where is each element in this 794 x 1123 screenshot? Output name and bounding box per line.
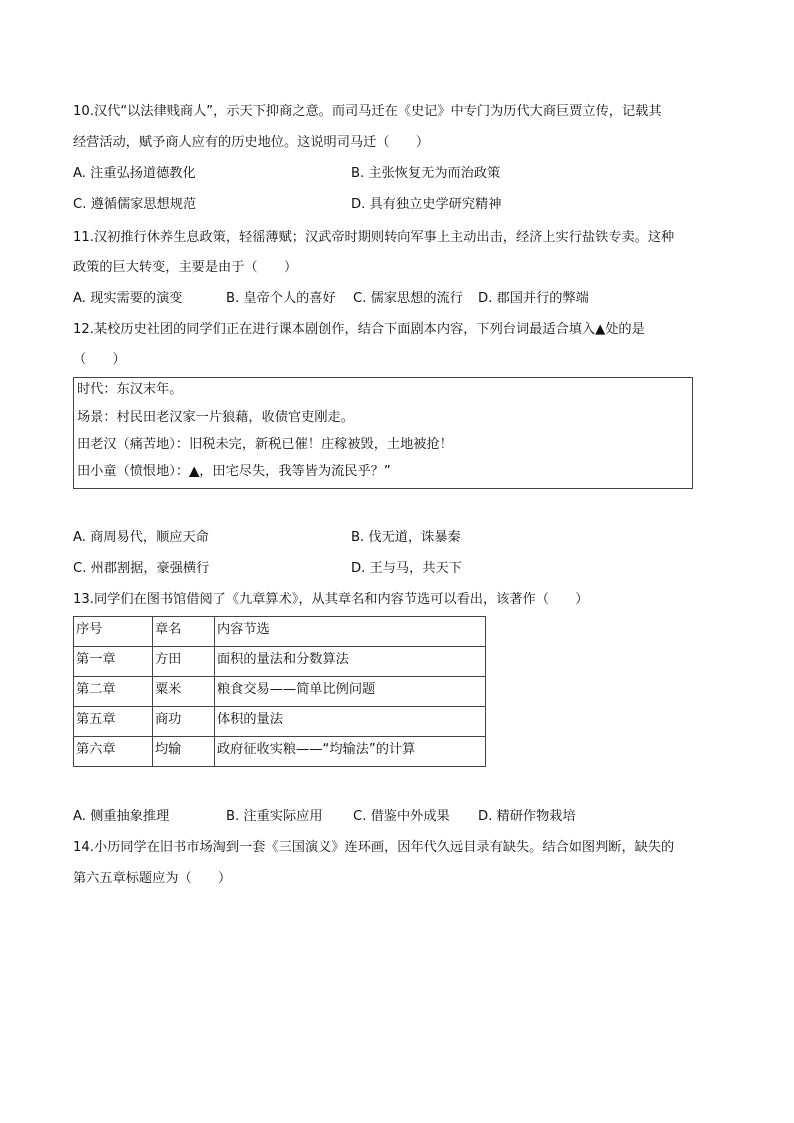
table-cell: 方田: [153, 647, 215, 677]
table-cell: 第六章: [74, 737, 153, 767]
table-header-cell: 序号: [74, 617, 153, 647]
table-cell: 粟米: [153, 677, 215, 707]
q12-option-d[interactable]: D. 王与马，共天下: [351, 561, 462, 576]
table-row: [74, 677, 486, 707]
q13-option-a[interactable]: A. 侧重抽象推理: [73, 809, 170, 824]
q12-stem-line1: 12.某校历史社团的同学们正在进行课本剧创作，结合下面剧本内容，下列台词最适合填入▲处的是: [73, 322, 645, 337]
q10-stem-line2: 经营活动，赋予商人应有的历史地位。这说明司马迁（ ）: [73, 135, 430, 150]
q14-stem-line1: 14.小历同学在旧书市场淘到一套《三国演义》连环画，因年代久远目录有缺失。结合如图判断，缺失的: [73, 840, 675, 855]
q14-stem-line2: 第六五章标题应为（ ）: [73, 871, 232, 886]
q11-option-d[interactable]: D. 郡国并行的弊端: [478, 291, 589, 306]
script-scene: 场景：村民田老汉家一片狼藉，收债官吏刚走。: [77, 410, 354, 425]
table-cell: 粮食交易——简单比例问题: [215, 677, 486, 707]
script-era: 时代：东汉末年。: [77, 382, 183, 397]
table-cell: 第二章: [74, 677, 153, 707]
table-cell: 均输: [153, 737, 215, 767]
table-cell: 政府征收实粮——“均输法”的计算: [215, 737, 486, 767]
script-line-child-speaker: 田小童（愤恨地）：: [77, 464, 190, 479]
q13-option-b[interactable]: B. 注重实际应用: [226, 809, 323, 824]
q10-option-c[interactable]: C. 遵循儒家思想规范: [73, 197, 197, 212]
table-cell: 第五章: [74, 707, 153, 737]
table-cell: 第一章: [74, 647, 153, 677]
table-header-row: [74, 617, 486, 647]
table-row: [74, 647, 486, 677]
script-line-old-man: 田老汉（痛苦地）：旧税未完，新税已催！庄稼被毁，土地被抢！: [77, 437, 453, 452]
q13-option-d[interactable]: D. 精研作物栽培: [478, 809, 576, 824]
table-header-cell: 章名: [153, 617, 215, 647]
script-line-child-text: ，田宅尽失，我等皆为流民乎？”: [199, 464, 391, 479]
q11-option-b[interactable]: B. 皇帝个人的喜好: [226, 291, 336, 306]
script-box: [73, 377, 693, 489]
table-row: [74, 737, 486, 767]
q12-option-a[interactable]: A. 商周易代，顺应天命: [73, 530, 209, 545]
q11-option-c[interactable]: C. 儒家思想的流行: [353, 291, 463, 306]
q12-stem-line2: （ ）: [73, 352, 126, 367]
q13-stem-line1: 13.同学们在图书馆借阅了《九章算术》，从其章名和内容节选可以看出，该著作（ ）: [73, 592, 589, 607]
q10-option-a[interactable]: A. 注重弘扬道德教化: [73, 166, 196, 181]
table-row: [74, 707, 486, 737]
q12-option-c[interactable]: C. 州郡割据，豪强横行: [73, 561, 210, 576]
table-header-cell: 内容节选: [215, 617, 486, 647]
q11-stem-line1: 11.汉初推行休养生息政策，轻徭薄赋；汉武帝时期则转向军事上主动出击，经济上实行盐铁专卖。这种: [73, 230, 675, 245]
q10-option-b[interactable]: B. 主张恢复无为而治政策: [351, 166, 501, 181]
q11-stem-line2: 政策的巨大转变，主要是由于（ ）: [73, 260, 298, 275]
q10-stem-line1: 10.汉代“以法律贱商人”，示天下抑商之意。而司马迁在《史记》中专门为历代大商巨贾立传，记载其: [73, 104, 662, 119]
table-cell: 商功: [153, 707, 215, 737]
table-cell: 体积的量法: [215, 707, 486, 737]
q12-option-b[interactable]: B. 伐无道，诛暴秦: [351, 530, 461, 545]
q11-option-a[interactable]: A. 现实需要的演变: [73, 291, 183, 306]
nine-chapters-table: [73, 616, 486, 767]
q10-option-d[interactable]: D. 具有独立史学研究精神: [351, 197, 502, 212]
table-cell: 面积的量法和分数算法: [215, 647, 486, 677]
q13-option-c[interactable]: C. 借鉴中外成果: [353, 809, 450, 824]
blank-triangle-marker: ▲: [189, 464, 200, 479]
script-line-child: [77, 462, 391, 482]
